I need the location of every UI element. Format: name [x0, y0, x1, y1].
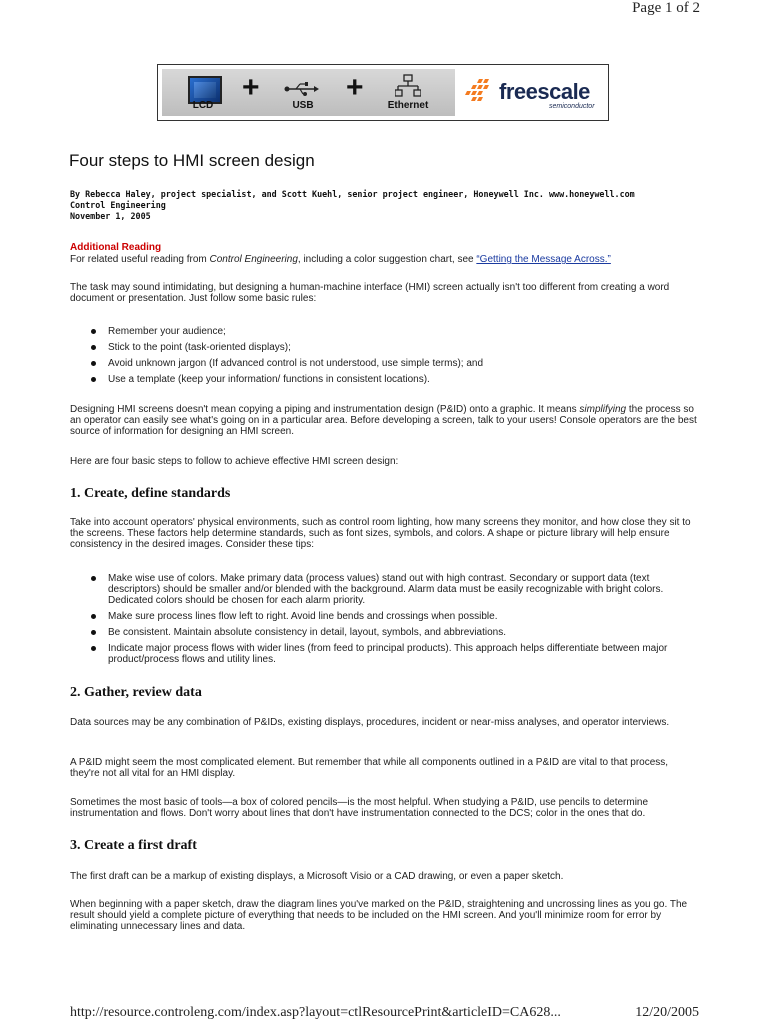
list-item: Make sure process lines flow left to right. Avoid line bends and crossings when possible. [80, 611, 698, 622]
section-heading-standards: 1. Create, define standards [70, 486, 231, 501]
section-paragraph: Sometimes the most basic of tools—a box of colored pencils—is the most helpful. When studying a P&ID, use pencils to determine instrumentation and flows. Don't worry about lines that don't have instrumentation connected to the DCS; color in the ones that do. [70, 797, 649, 819]
list-item: Be consistent. Maintain absolute consistency in detail, layout, symbols, and abbreviations. [80, 627, 698, 638]
usb-label: USB [292, 100, 314, 111]
banner-ad[interactable] [157, 64, 609, 121]
freescale-wordmark: freescale [499, 79, 590, 104]
getting-message-across-link[interactable]: “Getting the Message Across.” [476, 254, 611, 265]
basic-rules-list [80, 326, 698, 390]
plus-sign: + [242, 71, 260, 104]
list-item: Use a template (keep your information/ functions in consistent locations). [80, 374, 698, 385]
usb-icon [284, 81, 320, 97]
banner-features [162, 69, 455, 116]
page-number: Page 1 of 2 [632, 0, 700, 16]
list-item: Indicate major process flows with wider lines (from feed to principal products). This approach helps differentiate between major product/process flows and utility lines. [80, 643, 698, 665]
designing-paragraph: Designing HMI screens doesn't mean copying a piping and instrumentation design (P&ID) onto a graphic. It means simplifying the process so an operator can easily see what's going on in a particular area. Before developing a screen, talk to your users! Console operators are the best source of information for designing an HMI screen. [70, 404, 697, 437]
section-paragraph: The first draft can be a markup of existing displays, a Microsoft Visio or a CAD drawing, or even a paper sketch. [70, 871, 564, 882]
list-item: Remember your audience; [80, 326, 698, 337]
footer-date: 12/20/2005 [635, 1005, 699, 1020]
plus-sign: + [346, 71, 364, 104]
ethernet-icon [395, 74, 421, 102]
byline-publication: Control Engineering [70, 200, 166, 210]
list-item: Stick to the point (task-oriented displays); [80, 342, 698, 353]
list-item: Avoid unknown jargon (If advanced control is not understood, use simple terms); and [80, 358, 698, 369]
intro-paragraph: The task may sound intimidating, but designing a human-machine interface (HMI) screen actually isn't too different from creating a word document or presentation. Just follow some basic rules: [70, 282, 670, 304]
section-paragraph: Data sources may be any combination of P&IDs, existing displays, procedures, incident or near-miss analyses, and operator interviews. [70, 717, 670, 728]
byline [70, 189, 710, 222]
section-paragraph: A P&ID might seem the most complicated element. But remember that while all components outlined in a P&ID are vital to that process, they're not all vital for an HMI display. [70, 757, 669, 779]
footer-url-link[interactable]: http://resource.controleng.com/index.asp?layout=ctlResourcePrint&articleID=CA628... [70, 1005, 561, 1020]
byline-date: November 1, 2005 [70, 211, 151, 221]
freescale-tagline: semiconductor [549, 103, 595, 110]
freescale-mark-icon [465, 77, 495, 107]
article-title: Four steps to HMI screen design [69, 151, 315, 170]
byline-authors: By Rebecca Haley, project specialist, and Scott Kuehl, senior project engineer, Honeywell Inc. www.honeywell.com [70, 189, 635, 199]
list-item: Make wise use of colors. Make primary data (process values) stand out with high contrast. Secondary or support data (text descriptors) should be smaller and/or blended with the background. Alarm data must be easily recognizable with bright colors. Dedicated colors should be chosen for each alarm priority. [80, 573, 698, 606]
section-paragraph: Take into account operators' physical environments, such as control room lighting, how many screens they monitor, and how close they sit to the screens. These factors help determine standards, such as font sizes, symbols, and colors. A shape or picture library will help ensure consistency in the desired images. Consider these tips: [70, 517, 691, 550]
tips-list [80, 573, 698, 670]
section-paragraph: When beginning with a paper sketch, draw the diagram lines you've marked on the P&ID, straightening and uncrossing lines as you go. The result should yield a complete picture of everything that needs to be included on the HMI screen. And you'll minimize room for error by eliminating unnecessary lines and data. [70, 899, 688, 932]
section-heading-gather: 2. Gather, review data [70, 685, 202, 700]
lcd-label: LCD [192, 100, 214, 111]
freescale-logo [457, 69, 605, 116]
ethernet-label: Ethernet [387, 100, 429, 111]
section-heading-first-draft: 3. Create a first draft [70, 838, 197, 853]
additional-reading-text: For related useful reading from Control Engineering, including a color suggestion chart, see “Getting the Message Across.” [70, 254, 611, 265]
four-steps-intro: Here are four basic steps to follow to achieve effective HMI screen design: [70, 456, 399, 467]
additional-reading-heading: Additional Reading [70, 242, 162, 253]
